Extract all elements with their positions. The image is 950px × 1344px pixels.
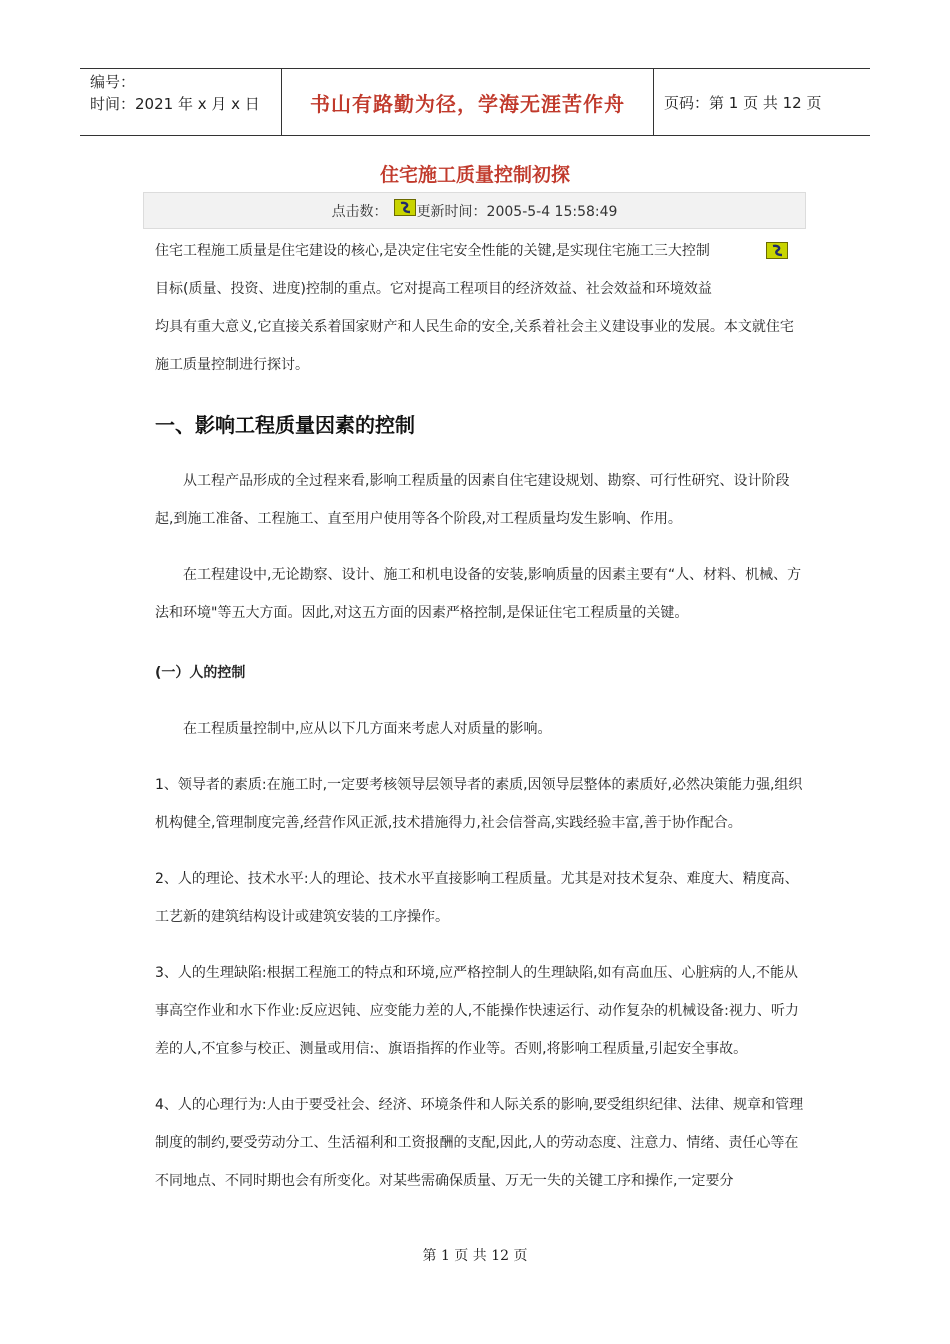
article-info-bar (143, 192, 806, 229)
list-item: 4、人的心理行为:人由于要受社会、经济、环境条件和人际关系的影响,要受组织纪律、法律、规章和管理制度的制约,要受劳动分工、生活福利和工资报酬的支配,因此,人的劳动态度、注意力、情绪、责任心等在不同地点、不同时期也会有所变化。对某些需确保质量、万无一失的关键工序和操作,一定要分 (155, 1097, 804, 1189)
intro-line: 住宅工程施工质量是住宅建设的核心,是决定住宅安全性能的关键,是实现住宅施工三大控制 (155, 243, 710, 259)
document-header (80, 68, 870, 136)
header-page-number: 页码：第 1 页 共 12 页 (664, 93, 822, 112)
header-motto: 书山有路勤为径，学海无涯苦作舟 (282, 69, 654, 135)
paragraph: 从工程产品形成的全过程来看,影响工程质量的因素自住宅建设规划、勘察、可行性研究、设计阶段起,到施工准备、工程施工、直至用户使用等各个阶段,对工程质量均发生影响、作用。 (155, 473, 790, 527)
paragraph: 在工程质量控制中,应从以下几方面来考虑人对质量的影响。 (183, 721, 552, 737)
page-footer: 第 1 页 共 12 页 (422, 1248, 528, 1264)
article-body (155, 232, 805, 1200)
subsection-heading: (一）人的控制 (155, 665, 246, 681)
list-item: 2、人的理论、技术水平:人的理论、技术水平直接影响工程质量。尤其是对技术复杂、难度大、精度高、工艺新的建筑结构设计或建筑安装的工序操作。 (155, 871, 799, 925)
counter-icon (394, 199, 416, 216)
article-title: 住宅施工质量控制初探 (379, 164, 570, 186)
clicks-label: 点击数： (331, 203, 388, 220)
update-time: 更新时间：2005-5-4 15:58:49 (416, 203, 618, 220)
list-item: 1、领导者的素质:在施工时,一定要考核领导层领导者的素质,因领导层整体的素质好,必然决策能力强,组织机构健全,管理制度完善,经营作风正派,技术措施得力,社会信誉高,实践经验丰富,善于协作配合。 (155, 777, 803, 831)
intro-line: 目标(质量、投资、进度)控制的重点。它对提高工程项目的经济效益、社会效益和环境效益 (155, 281, 712, 297)
document-number: 编号： (90, 73, 136, 91)
header-meta (80, 69, 282, 135)
section-heading: 一、影响工程质量因素的控制 (155, 413, 415, 437)
intro-paragraph: 均具有重大意义,它直接关系着国家财产和人民生命的安全,关系着社会主义建设事业的发展。本文就住宅施工质量控制进行探讨。 (155, 319, 794, 373)
paragraph: 在工程建设中,无论勘察、设计、施工和机电设备的安装,影响质量的因素主要有“人、材料、机械、方法和环境"等五大方面。因此,对这五方面的因素严格控制,是保证住宅工程质量的关键。 (155, 567, 802, 621)
list-item: 3、人的生理缺陷:根据工程施工的特点和环境,应严格控制人的生理缺陷,如有高血压、心脏病的人,不能从事高空作业和水下作业:反应迟钝、应变能力差的人,不能操作快速运行、动作复杂的机械设备:视力、听力差的人,不宜参与校正、测量或用信:、旗语指挥的作业等。否则,将影响工程质量,引起安全事故。 (155, 965, 799, 1057)
document-time: 时间：2021 年 x 月 x 日 (90, 95, 260, 113)
